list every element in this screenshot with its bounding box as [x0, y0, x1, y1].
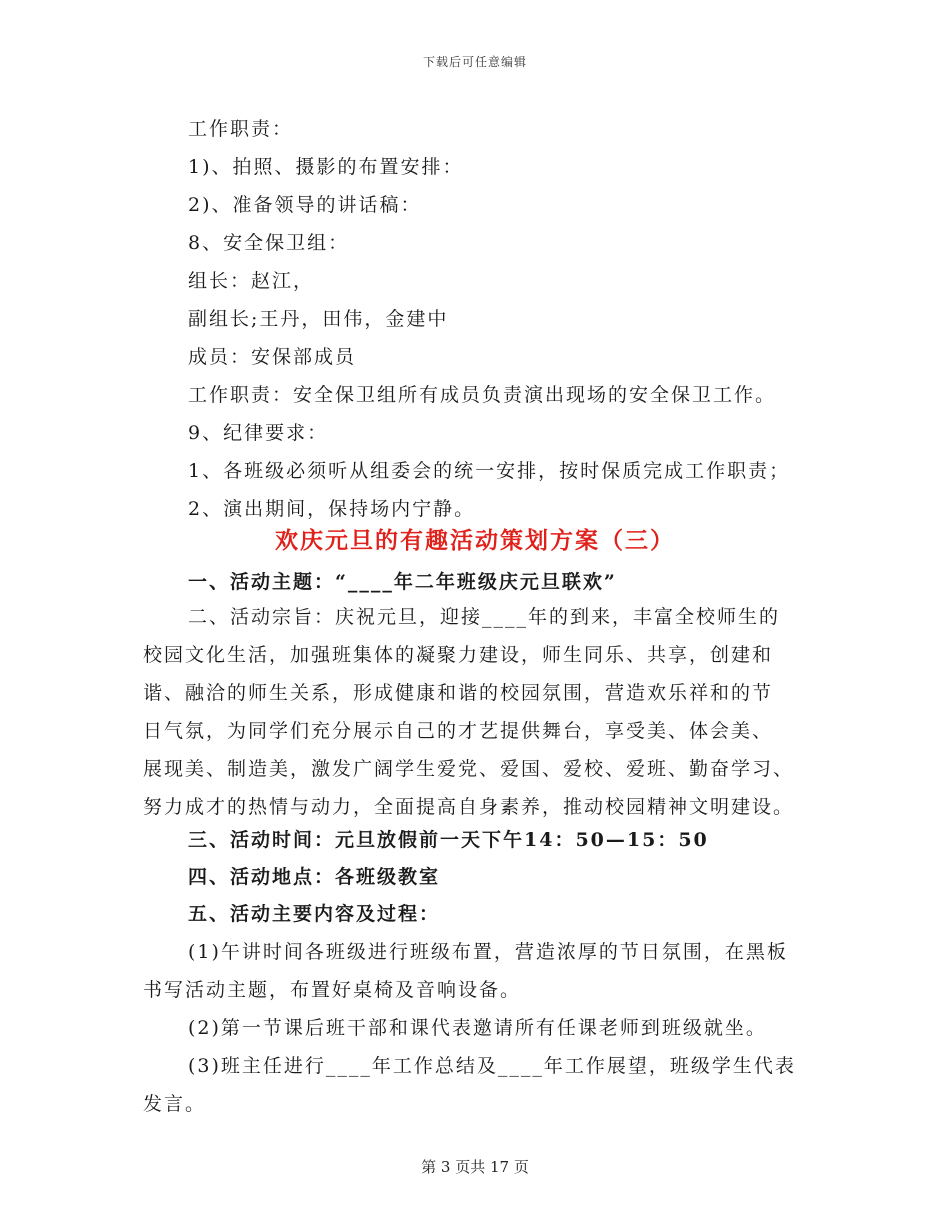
activity-process-heading: 五、活动主要内容及过程：: [188, 903, 441, 925]
step-2: (2)第一节课后班干部和课代表邀请所有任课老师到班级就坐。: [188, 1017, 767, 1039]
page-number: 第 3 页共 17 页: [421, 1158, 529, 1176]
group-members: 成员：安保部成员: [188, 346, 357, 368]
section-title: 欢庆元旦的有趣活动策划方案（三）: [275, 527, 675, 554]
group-leader: 组长：赵江，: [188, 270, 315, 292]
activity-time: 三、活动时间：元旦放假前一天下午14：50—15：50: [188, 829, 709, 851]
purpose-line-4: 日气氛，为同学们充分展示自己的才艺提供舞台，享受美、体会美、: [143, 720, 774, 742]
page-header: 下载后可任意编辑: [422, 55, 527, 69]
purpose-line-5: 展现美、制造美，激发广阔学生爱党、爱国、爱校、爱班、勤奋学习、: [143, 758, 795, 780]
step-3-line-2: 发言。: [143, 1093, 207, 1115]
activity-location: 四、活动地点：各班级教室: [188, 866, 441, 888]
step-1-line-1: (1)午讲时间各班级进行班级布置，营造浓厚的节日氛围，在黑板: [188, 941, 788, 963]
purpose-line-3: 谐、融洽的师生关系，形成健康和谐的校园氛围，营造欢乐祥和的节: [143, 682, 774, 704]
security-duty: 工作职责：安全保卫组所有成员负责演出现场的安全保卫工作。: [188, 384, 777, 406]
step-1-line-2: 书写活动主题，布置好桌椅及音响设备。: [143, 979, 522, 1001]
activity-theme: 一、活动主题：“____年二年班级庆元旦联欢”: [188, 571, 617, 593]
discipline-heading: 9、纪律要求：: [188, 422, 329, 444]
purpose-line-1: 二、活动宗旨：庆祝元旦，迎接____年的到来，丰富全校师生的: [188, 606, 781, 628]
purpose-line-6: 努力成才的热情与动力，全面提高自身素养，推动校园精神文明建设。: [143, 796, 795, 818]
deputy-leaders: 副组长;王丹，田伟，金建中: [188, 308, 449, 330]
purpose-line-2: 校园文化生活，加强班集体的凝聚力建设，师生同乐、共享，创建和: [143, 644, 774, 666]
step-3-line-1: (3)班主任进行____年工作总结及____年工作展望，班级学生代表: [188, 1055, 796, 1077]
discipline-item-1: 1、各班级必须听从组委会的统一安排，按时保质完成工作职责；: [188, 460, 791, 482]
security-group-heading: 8、安全保卫组：: [188, 232, 350, 254]
discipline-item-2: 2、演出期间，保持场内宁静。: [188, 498, 476, 520]
duty-item-1: 1)、拍照、摄影的布置安排：: [188, 156, 464, 178]
duty-label: 工作职责：: [188, 118, 294, 140]
duty-item-2: 2)、准备领导的讲话稿：: [188, 194, 422, 216]
